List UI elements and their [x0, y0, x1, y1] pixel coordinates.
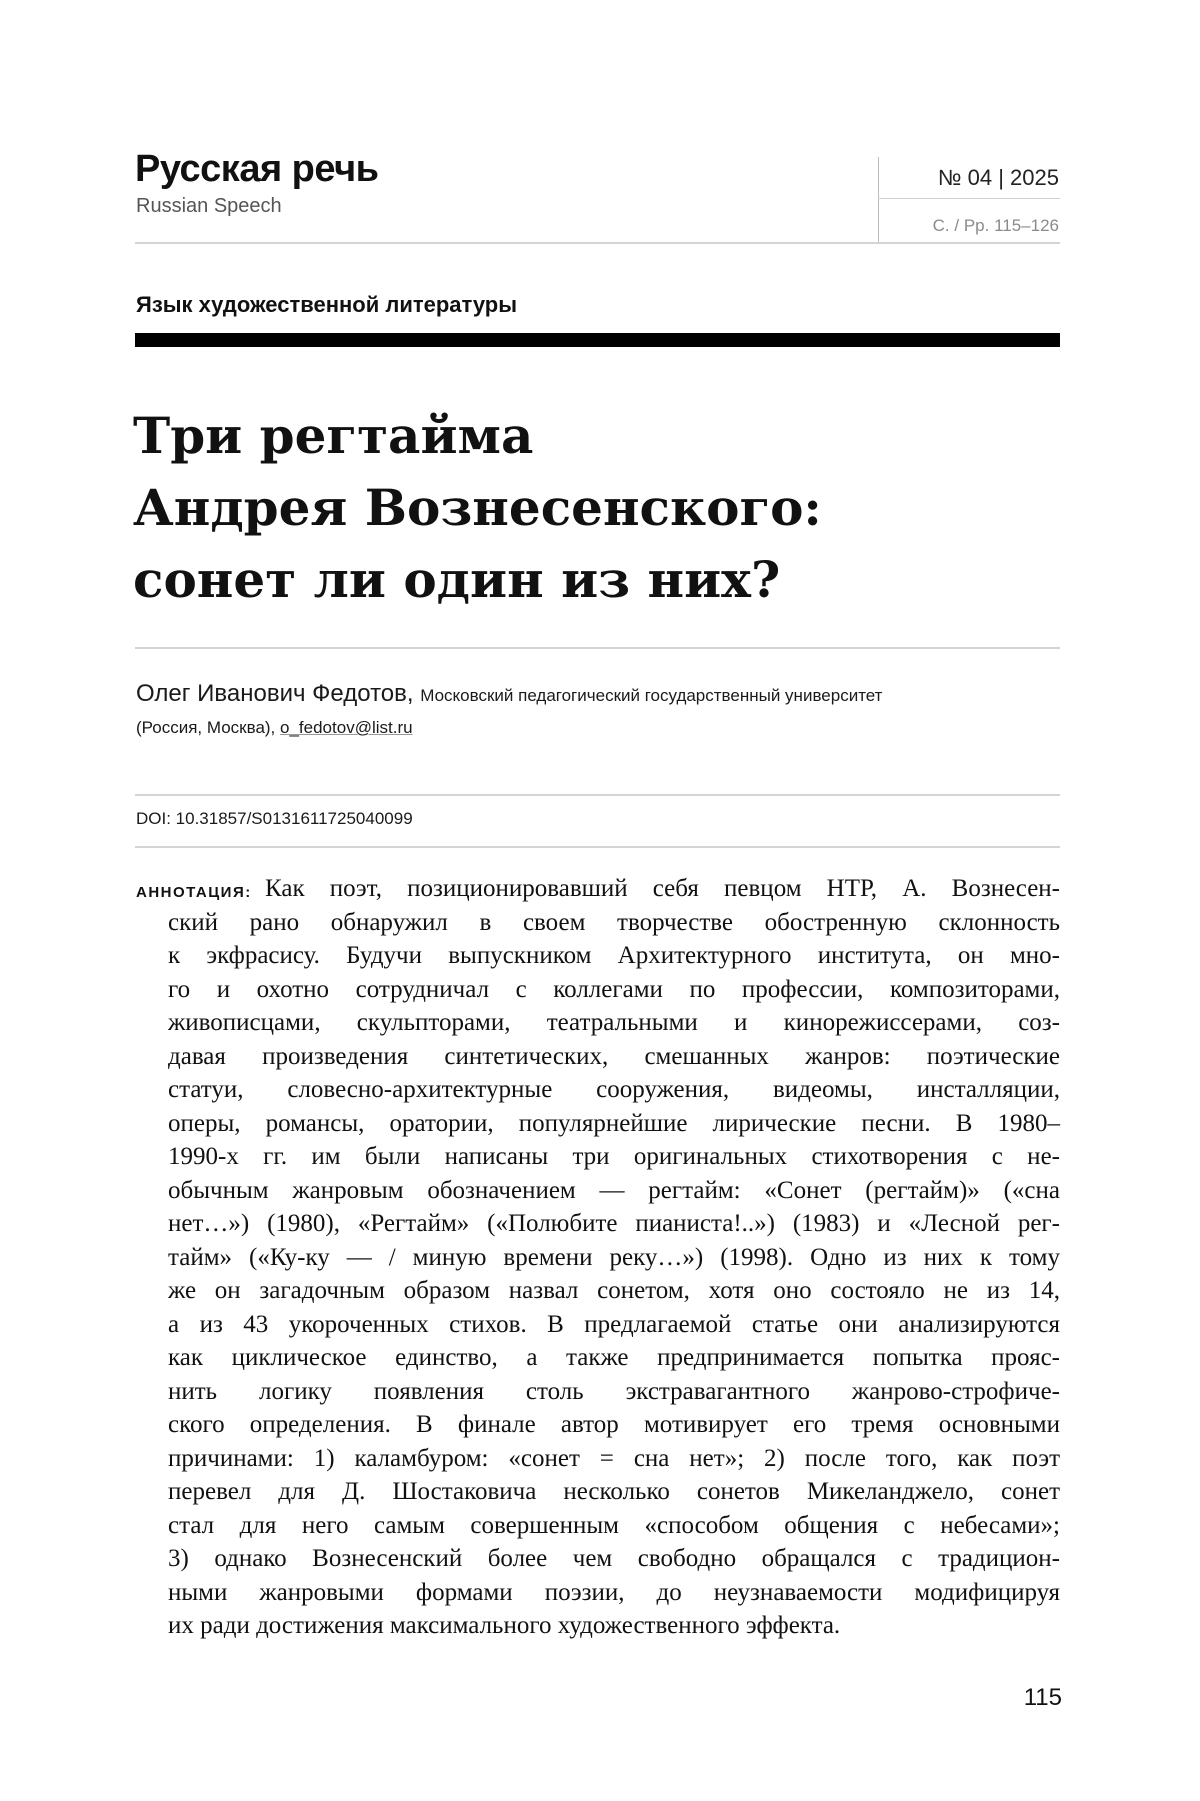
- header-rule: [135, 242, 1060, 244]
- abstract-line: а из 43 укороченных стихов. В предлагаемой статье они анализируются: [168, 1310, 1060, 1338]
- abstract-body: [168, 872, 1060, 1643]
- page-number: 115: [1023, 1684, 1062, 1711]
- header-divider-vertical: [878, 157, 879, 243]
- author-block: [136, 680, 882, 708]
- title-line: Три регтайма: [133, 406, 534, 465]
- author-email-link[interactable]: o_fedotov@list.ru: [280, 718, 413, 737]
- abstract-line: стал для него самым совершенным «способом общения с небесами»;: [168, 1511, 1060, 1539]
- title-rule: [135, 647, 1060, 649]
- abstract-line: 3) однако Вознесенский более чем свободно обращался с традицион-: [168, 1545, 1060, 1572]
- author-affiliation: Московский педагогический государственный университет: [420, 686, 883, 705]
- abstract-line: ными жанровыми формами поэзии, до неузнаваемости модифицируя: [168, 1578, 1060, 1606]
- page-range: С. / Pp. 115–126: [932, 216, 1059, 235]
- section-rule: [135, 333, 1060, 347]
- author-location: (Россия, Москва),: [136, 718, 276, 737]
- abstract-line: тайм» («Ку-ку — / миную времени реку…») (1998). Одно из них к тому: [168, 1243, 1060, 1271]
- abstract-line: го и охотно сотрудничал с коллегами по профессии, композиторами,: [168, 975, 1060, 1003]
- abstract-line: нет…») (1980), «Регтайм» («Полюбите пианиста!..») (1983) и «Лесной рег-: [168, 1210, 1060, 1237]
- header-divider-small: [878, 198, 1060, 199]
- title-line: Андрея Вознесенского:: [133, 478, 822, 537]
- title-line: сонет ли один из них?: [133, 550, 781, 609]
- author-name: Олег Иванович Федотов,: [136, 680, 414, 707]
- abstract-line: давая произведения синтетических, смешанных жанров: поэтические: [168, 1042, 1060, 1070]
- abstract-line: же он загадочным образом назвал сонетом, хотя оно состояло не из 14,: [168, 1277, 1060, 1304]
- abstract-line: как циклическое единство, а также предпринимается попытка прояс-: [168, 1344, 1060, 1371]
- abstract-line: перевел для Д. Шостаковича несколько сонетов Микеланджело, сонет: [168, 1478, 1060, 1505]
- issue-number: № 04 | 2025: [937, 165, 1059, 190]
- author-location-line: [136, 718, 413, 738]
- article-title: [133, 400, 1053, 616]
- doi-rule-top: [135, 794, 1060, 796]
- abstract-label: АННОТАЦИЯ:: [136, 884, 252, 901]
- abstract-line: ский рано обнаружил в своем творчестве обостренную склонность: [168, 908, 1060, 936]
- abstract-line: их ради достижения максимального художественного эффекта.: [168, 1612, 841, 1639]
- abstract-line: нить логику появления столь экстравагантного жанрово-строфиче-: [168, 1377, 1060, 1405]
- journal-title: Русская речь: [135, 148, 379, 190]
- abstract-line: оперы, романсы, оратории, популярнейшие лирические песни. В 1980–: [168, 1109, 1060, 1137]
- abstract-line: к экфрасису. Будучи выпускником Архитектурного института, он мно-: [168, 942, 1060, 969]
- doi-rule-bottom: [135, 846, 1060, 848]
- section-heading: Язык художественной литературы: [136, 292, 518, 317]
- doi: DOI: 10.31857/S0131611725040099: [136, 809, 413, 828]
- abstract-line: ского определения. В финале автор мотивирует его тремя основными: [168, 1411, 1060, 1438]
- abstract-line: 1990-х гг. им были написаны три оригинальных стихотворения с не-: [168, 1143, 1060, 1170]
- abstract-line: статуи, словесно-архитектурные сооружения, видеомы, инсталляции,: [168, 1076, 1060, 1103]
- abstract-line: обычным жанровым обозначением — регтайм: «Сонет (регтайм)» («сна: [168, 1176, 1060, 1204]
- abstract-line: живописцами, скульпторами, театральными и кинорежиссерами, соз-: [168, 1009, 1060, 1036]
- journal-subtitle: Russian Speech: [136, 195, 282, 217]
- abstract-line: Как поэт, позиционировавший себя певцом НТР, А. Вознесен-: [265, 875, 1060, 902]
- abstract-line: причинами: 1) каламбуром: «сонет = сна нет»; 2) после того, как поэт: [168, 1444, 1060, 1472]
